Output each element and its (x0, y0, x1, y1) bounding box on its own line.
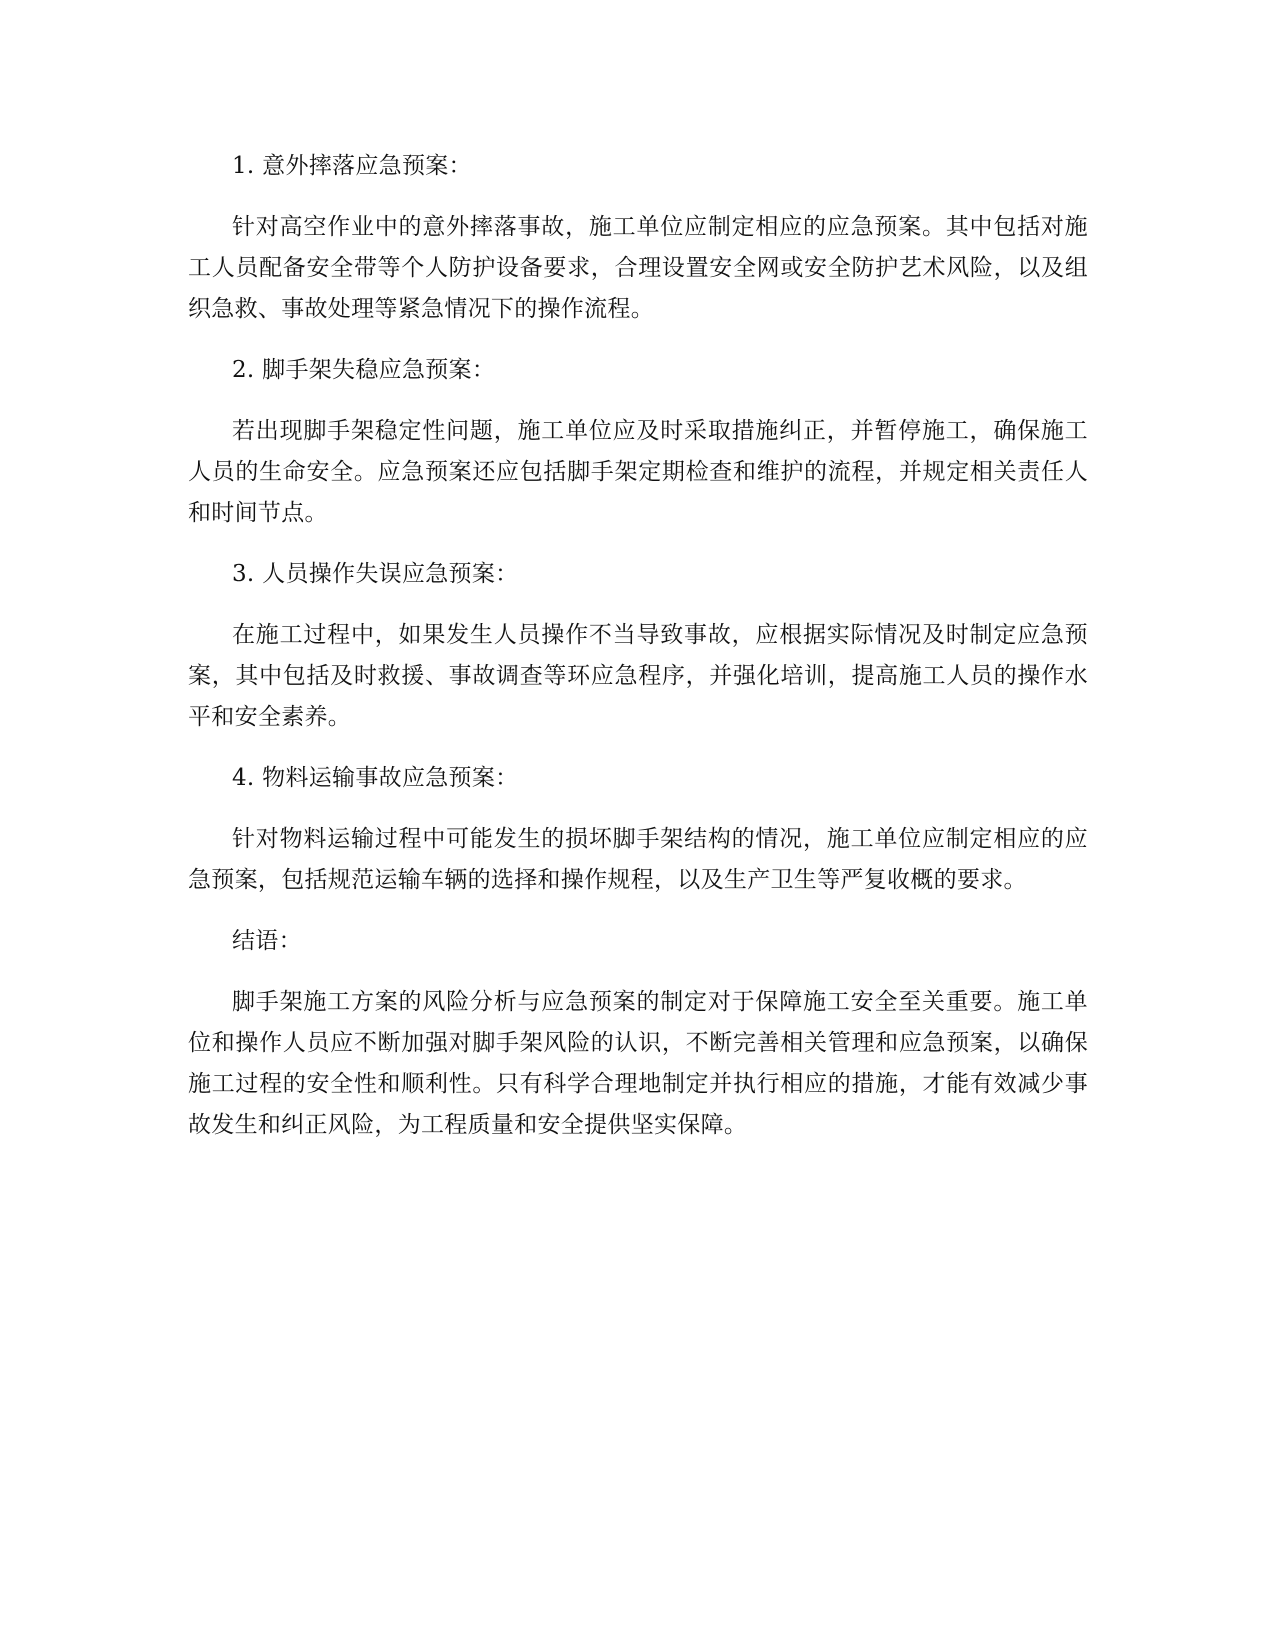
section-heading-2: 2. 脚手架失稳应急预案： (232, 357, 496, 383)
document-body (188, 146, 1088, 1166)
section-paragraph-2: 若出现脚手架稳定性问题，施工单位应及时采取措施纠正，并暂停施工，确保施工人员的生命安全。应急预案还应包括脚手架定期检查和维护的流程，并规定相关责任人和时间节点。 (188, 418, 1088, 526)
conclusion-paragraph: 脚手架施工方案的风险分析与应急预案的制定对于保障施工安全至关重要。施工单位和操作人员应不断加强对脚手架风险的认识，不断完善相关管理和应急预案，以确保施工过程的安全性和顺利性。只有科学合理地制定并执行相应的措施，才能有效减少事故发生和纠正风险，为工程质量和安全提供坚实保障。 (188, 989, 1088, 1138)
section-heading-4: 4. 物料运输事故应急预案： (232, 765, 519, 791)
section-heading-1: 1. 意外摔落应急预案： (232, 153, 472, 179)
section-paragraph-1: 针对高空作业中的意外摔落事故，施工单位应制定相应的应急预案。其中包括对施工人员配备安全带等个人防护设备要求，合理设置安全网或安全防护艺术风险，以及组织急救、事故处理等紧急情况下的操作流程。 (188, 214, 1088, 322)
section-paragraph-3: 在施工过程中，如果发生人员操作不当导致事故，应根据实际情况及时制定应急预案，其中包括及时救援、事故调查等环应急程序，并强化培训，提高施工人员的操作水平和安全素养。 (188, 622, 1088, 730)
section-paragraph-4: 针对物料运输过程中可能发生的损坏脚手架结构的情况，施工单位应制定相应的应急预案，包括规范运输车辆的选择和操作规程，以及生产卫生等严复收概的要求。 (188, 826, 1088, 893)
conclusion-heading: 结语： (232, 928, 302, 954)
section-heading-3: 3. 人员操作失误应急预案： (232, 561, 519, 587)
